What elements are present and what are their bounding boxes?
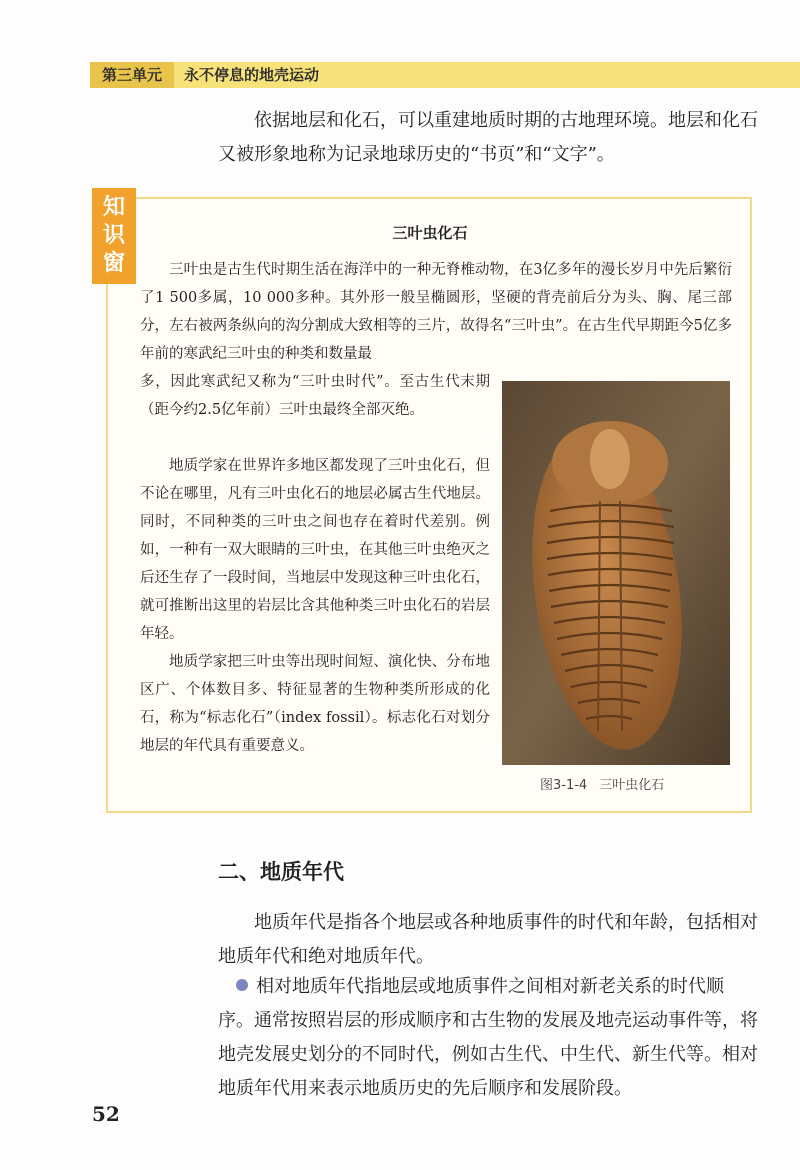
section-paragraph-1: 地质年代是指各个地层或各种地质事件的时代和年龄，包括相对地质年代和绝对地质年代。: [218, 912, 758, 967]
box-paragraph-1-cont: 多，因此寒武纪又称为“三叶虫时代”。至古生代末期（距今约2.5亿年前）三叶虫最终全部灭绝。: [140, 374, 490, 418]
box-paragraph-2: 地质学家在世界许多地区都发现了三叶虫化石，但不论在哪里，凡有三叶虫化石的地层必属古生代地层。同时，不同种类的三叶虫之间也存在着时代差别。例如，一种有一双大眼睛的三叶虫，在其他三叶虫绝灭之后还生存了一段时间，当地层中发现这种三叶虫化石，就可推断出这里的岩层比含其他种类三叶虫化石的岩层年轻。: [140, 458, 490, 642]
figure-caption: [540, 774, 676, 793]
unit-label: 第三单元: [90, 62, 174, 88]
section-heading: 二、地质年代: [218, 860, 344, 884]
intro-paragraph: 依据地层和化石，可以重建地质时期的古地理环境。地层和化石又被形象地称为记录地球历史的“书页”和“文字”。: [218, 110, 758, 165]
figure-number: 图3-1-4: [540, 778, 588, 793]
section-paragraph-2-text: 相对地质年代指地层或地质事件之间相对新老关系的时代顺序。通常按照岩层的形成顺序和古生物的发展及地壳运动事件等，将地壳发展史划分的不同时代，例如古生代、中生代、新生代等。相对地质年代用来表示地质历史的先后顺序和发展阶段。: [218, 976, 758, 1099]
box-paragraph-1: 三叶虫是古生代时期生活在海洋中的一种无脊椎动物，在3亿多年的漫长岁月中先后繁衍了1 500多属，10 000多种。其外形一般呈椭圆形，坚硬的背壳前后分为头、胸、尾三部分，左右被两条纵向的沟分割成大致相等的三片，故得名“三叶虫”。在古生代早期距今5亿多年前的寒武纪三叶虫的种类和数量最: [140, 262, 732, 362]
section-paragraph-2: [218, 970, 758, 1106]
bullet-dot: [236, 979, 248, 991]
unit-title: 永不停息的地壳运动: [184, 66, 320, 84]
page-number: 52: [92, 1102, 120, 1126]
knowledge-window-tag: [92, 188, 136, 284]
tag-char-2: 识: [102, 223, 125, 248]
box-paragraph-3: 地质学家把三叶虫等出现时间短、演化快、分布地区广、个体数目多、特征显著的生物种类所形成的化石，称为“标志化石”（index fossil）。标志化石对划分地层的年代具有重要意义。: [140, 654, 490, 754]
tag-char-1: 知: [102, 195, 125, 220]
figure-caption-text: 三叶虫化石: [599, 778, 665, 793]
tag-char-3: 窗: [102, 251, 125, 276]
box-title: 三叶虫化石: [392, 224, 468, 242]
trilobite-fossil-image: [502, 381, 730, 765]
